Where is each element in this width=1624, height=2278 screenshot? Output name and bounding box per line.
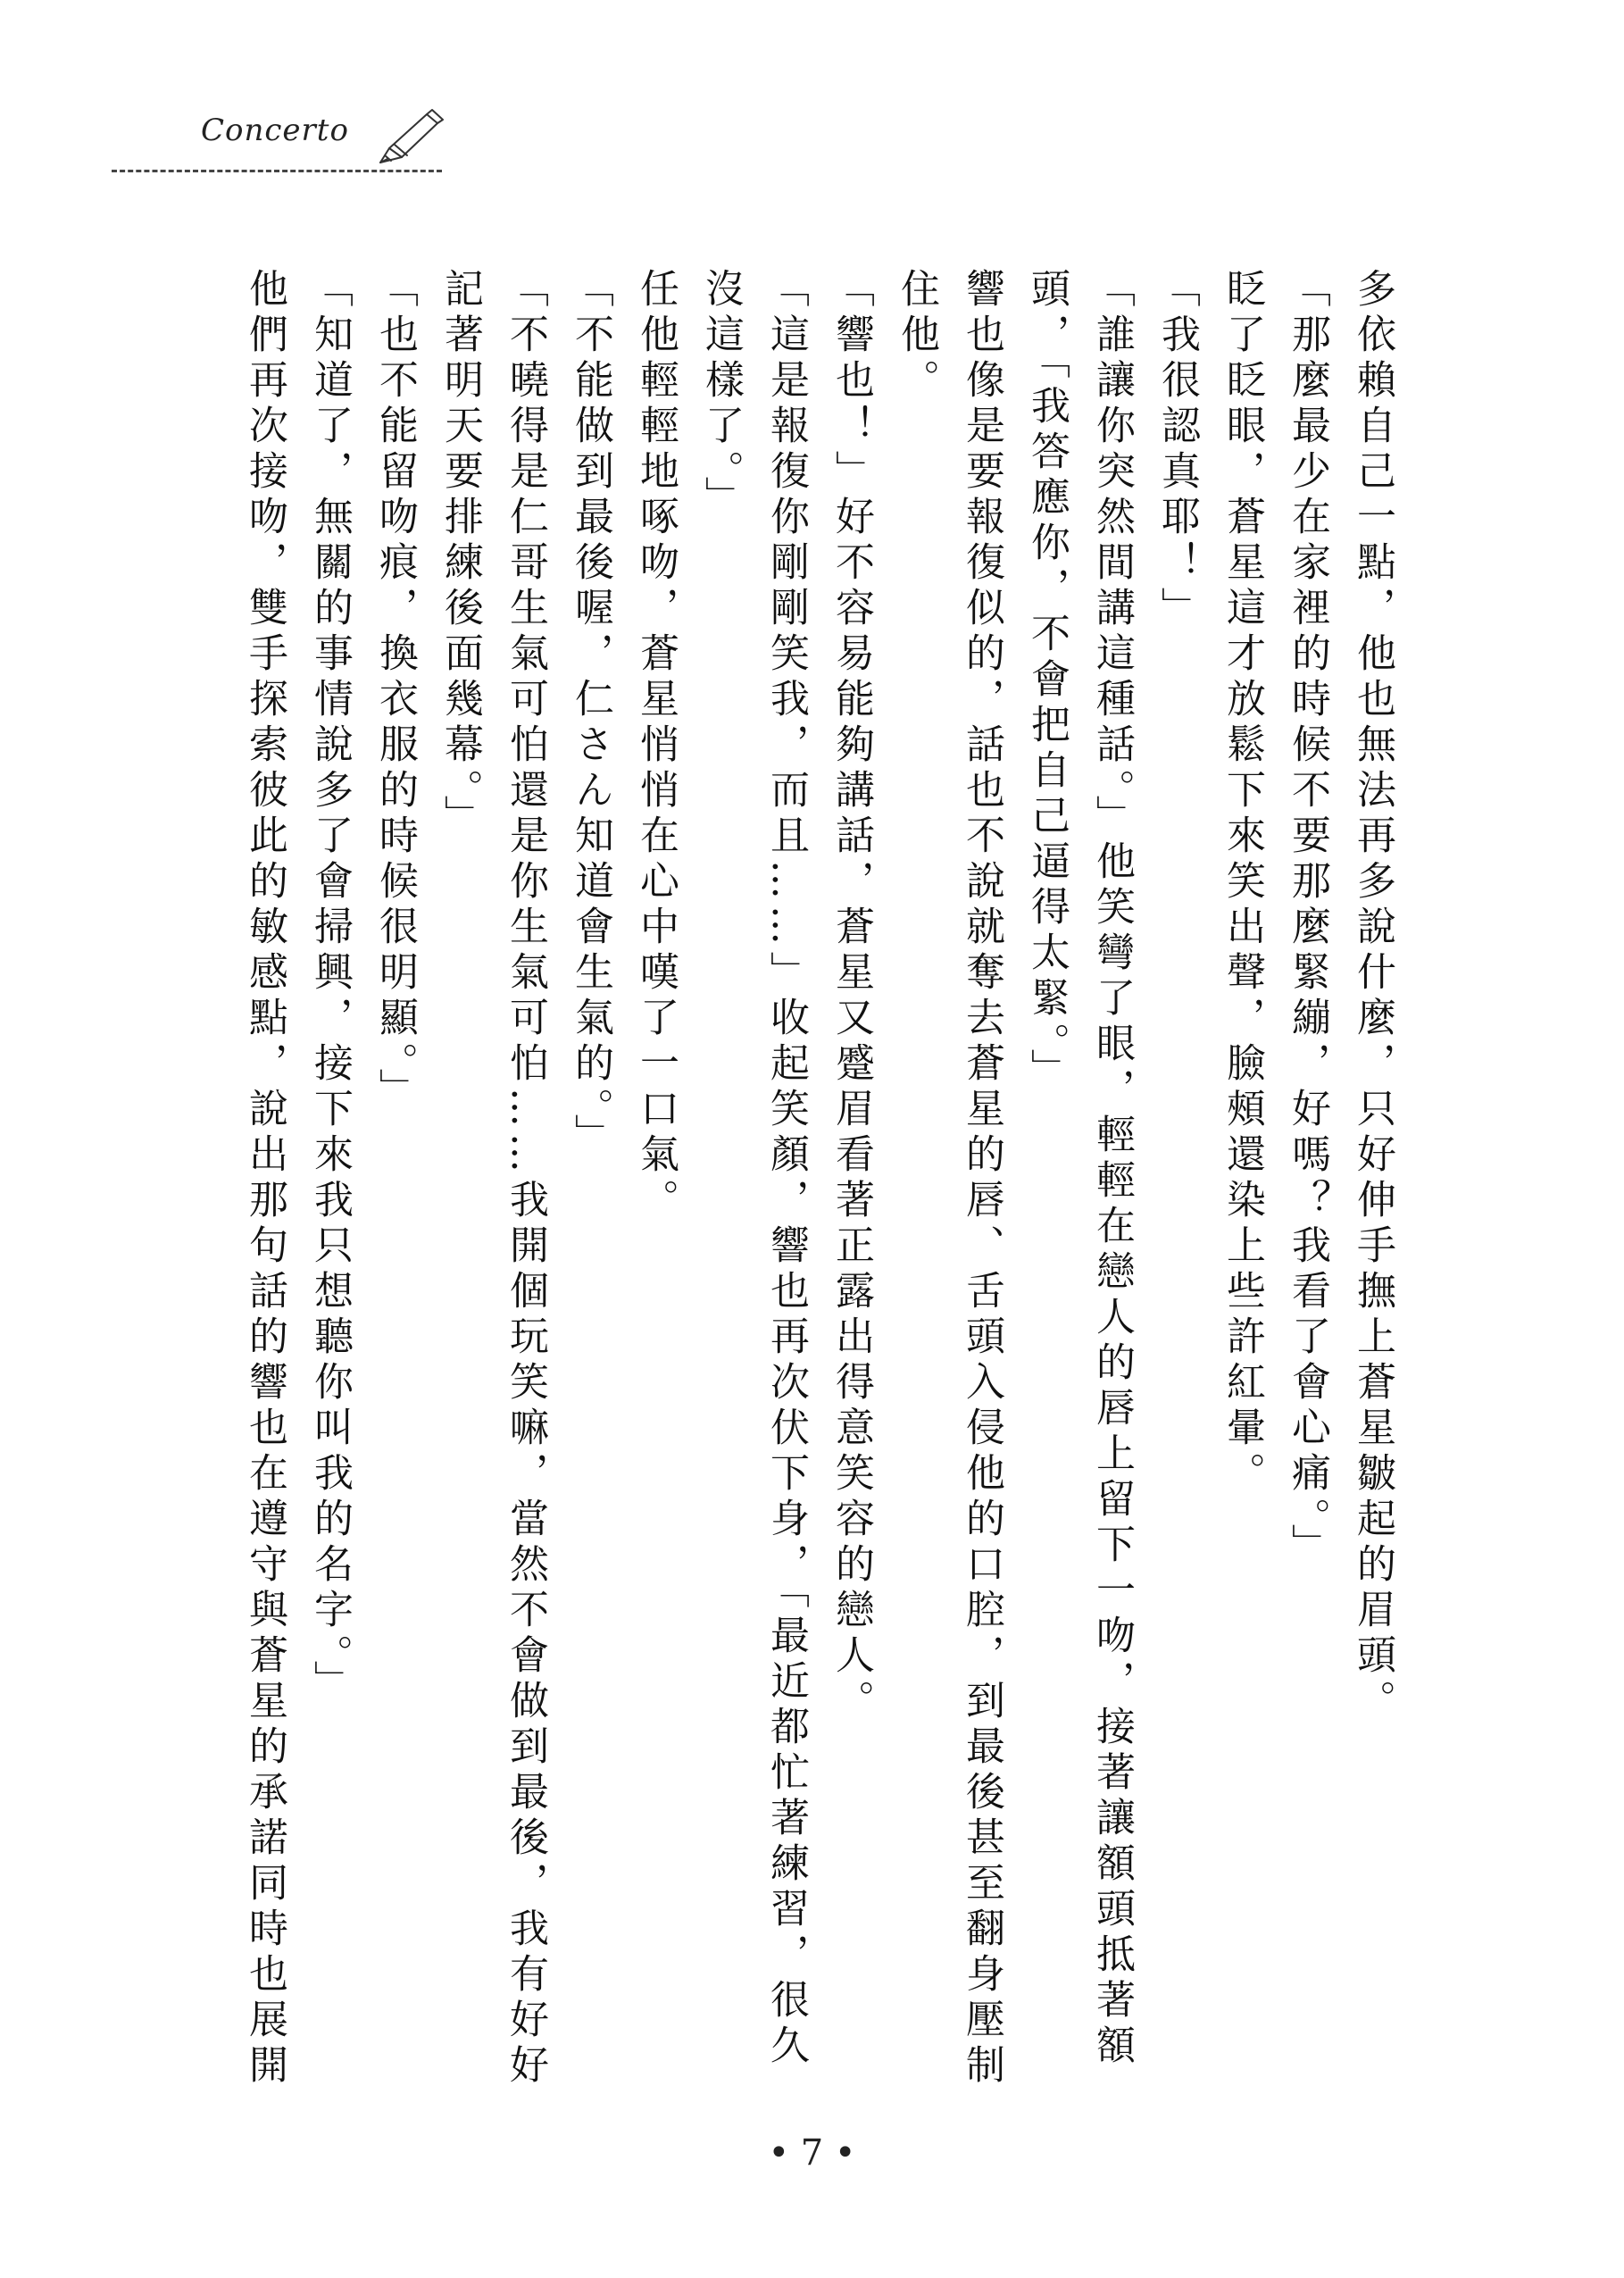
header-divider — [112, 170, 442, 172]
pen-icon — [375, 107, 446, 170]
text-line: 記著明天要排練後面幾幕。」 — [437, 268, 483, 840]
text-line: 頭，「我答應你，不會把自己逼得太緊。」 — [1024, 268, 1070, 1094]
text-line: 沒這樣了。」 — [698, 268, 744, 522]
page-number: • 7 • — [768, 2132, 856, 2174]
body-text — [232, 268, 1405, 2090]
text-line: 「不曉得是仁哥生氣可怕還是你生氣可怕……我開個玩笑嘛，當然不會做到最後，我有好好 — [503, 268, 548, 2090]
text-line: 響也像是要報復似的，話也不說就奪去蒼星的唇、舌頭入侵他的口腔，到最後甚至翻身壓制 — [959, 268, 1004, 2090]
text-line: 「知道了，無關的事情說多了會掃興，接下來我只想聽你叫我的名字。」 — [307, 268, 353, 1706]
text-line: 眨了眨眼，蒼星這才放鬆下來笑出聲，臉頰還染上些許紅暈。 — [1220, 268, 1265, 1498]
text-line: 多依賴自己一點，他也無法再多說什麼，只好伸手撫上蒼星皺起的眉頭。 — [1350, 268, 1395, 1725]
text-line: 他們再次接吻，雙手探索彼此的敏感點，說出那句話的響也在遵守與蒼星的承諾同時也展開 — [242, 268, 287, 2090]
text-line: 住他。 — [894, 268, 939, 405]
text-line: 「響也！」好不容易能夠講話，蒼星又蹙眉看著正露出得意笑容的戀人。 — [829, 268, 874, 1725]
text-line: 「誰讓你突然間講這種話。」他笑彎了眼，輕輕在戀人的唇上留下一吻，接著讓額頭抵著額 — [1089, 268, 1135, 2070]
text-line: 任他輕輕地啄吻，蒼星悄悄在心中嘆了一口氣。 — [633, 268, 679, 1224]
text-line: 「也不能留吻痕，換衣服的時候很明顯。」 — [372, 268, 418, 1114]
page-header — [112, 107, 451, 188]
text-line: 「我很認真耶！」 — [1154, 268, 1200, 632]
text-line: 「這是報復你剛剛笑我，而且……」收起笑顏，響也再次伏下身，「最近都忙著練習，很久 — [763, 268, 809, 2070]
text-line: 「不能做到最後喔，仁さん知道會生氣的。」 — [568, 268, 613, 1159]
header-title: Concerto — [201, 113, 349, 148]
text-line: 「那麼最少在家裡的時候不要那麼緊繃，好嗎？我看了會心痛。」 — [1285, 268, 1330, 1569]
